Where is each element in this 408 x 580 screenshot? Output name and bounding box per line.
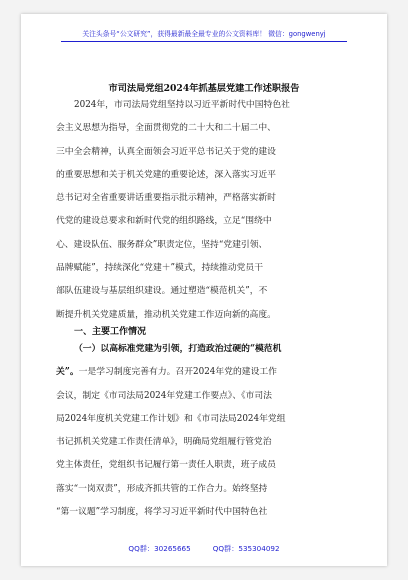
subsection-heading-end: 关”。 <box>56 367 79 378</box>
text-run: 一是学习制度完善有力。召开2024年党的建设工作 <box>78 367 277 378</box>
footer-qq-group-2: QQ群：535304092 <box>212 544 280 553</box>
footer-qq-group-1: QQ群：30265665 <box>128 544 191 553</box>
text-line: 总书记对全省重要讲话重要指示批示精神，严格落实新时 <box>56 193 276 204</box>
paragraph-subsection-1 <box>56 338 352 524</box>
subsection-heading: （一）以高标准党建为引领，打造政治过硬的“模范机 <box>74 344 282 354</box>
section-heading: 一、主要工作情况 <box>74 327 147 337</box>
text-line: 会议，制定《市司法局2024年党建工作要点》、《市司法 <box>56 390 272 401</box>
text-line: 部队伍建设与基层组织建设。通过塑造“模范机关”，不 <box>56 286 268 297</box>
text-line: “第一议题”学习制度，将学习习近平新时代中国特色社 <box>56 507 268 518</box>
text-line: 心、建设队伍、服务群众”职责定位，坚持“党建引领、 <box>56 239 268 250</box>
text-line: 断提升机关党建质量，推动机关党建工作迈向新的高度。 <box>56 309 276 320</box>
footer <box>21 544 387 554</box>
text-line: 的重要思想和关于机关党建的重要论述，深入落实习近平 <box>56 169 276 180</box>
text-line: 会主义思想为指导，全面贯彻党的二十大和二十届二中、 <box>56 123 276 134</box>
header-banner: 关注头条号“公文研究”，获得最新最全最专业的公文资料库！ 微信：gongwenyj <box>82 30 326 38</box>
text-line: 品牌赋能”，持续深化“党建＋”模式，持续推动党员干 <box>56 263 264 274</box>
text-line: 三中全会精神，认真全面领会习近平总书记关于党的建设 <box>56 146 276 157</box>
text-line: 局2024年度机关党建工作计划》和《市司法局2024年党组 <box>56 413 286 424</box>
document-page <box>21 14 387 566</box>
text-line <box>56 361 352 384</box>
text-line: 书记抓机关党建工作责任清单》，明确局党组履行管党治 <box>56 437 272 448</box>
paragraph-intro <box>56 94 352 327</box>
document-title: 市司法局党组2024年抓基层党建工作述职报告 <box>108 83 300 94</box>
text-line: 落实“一岗双责”，形成齐抓共管的工作合力。始终坚持 <box>56 483 268 494</box>
text-line: 2024年，市司法局党组坚持以习近平新时代中国特色社 <box>74 100 290 110</box>
text-line: 代党的建设总要求和新时代党的组织路线，立足“围绕中 <box>56 216 272 227</box>
header-divider <box>61 41 347 42</box>
text-line: 党主体责任，党组织书记履行第一责任人职责，班子成员 <box>56 460 276 471</box>
